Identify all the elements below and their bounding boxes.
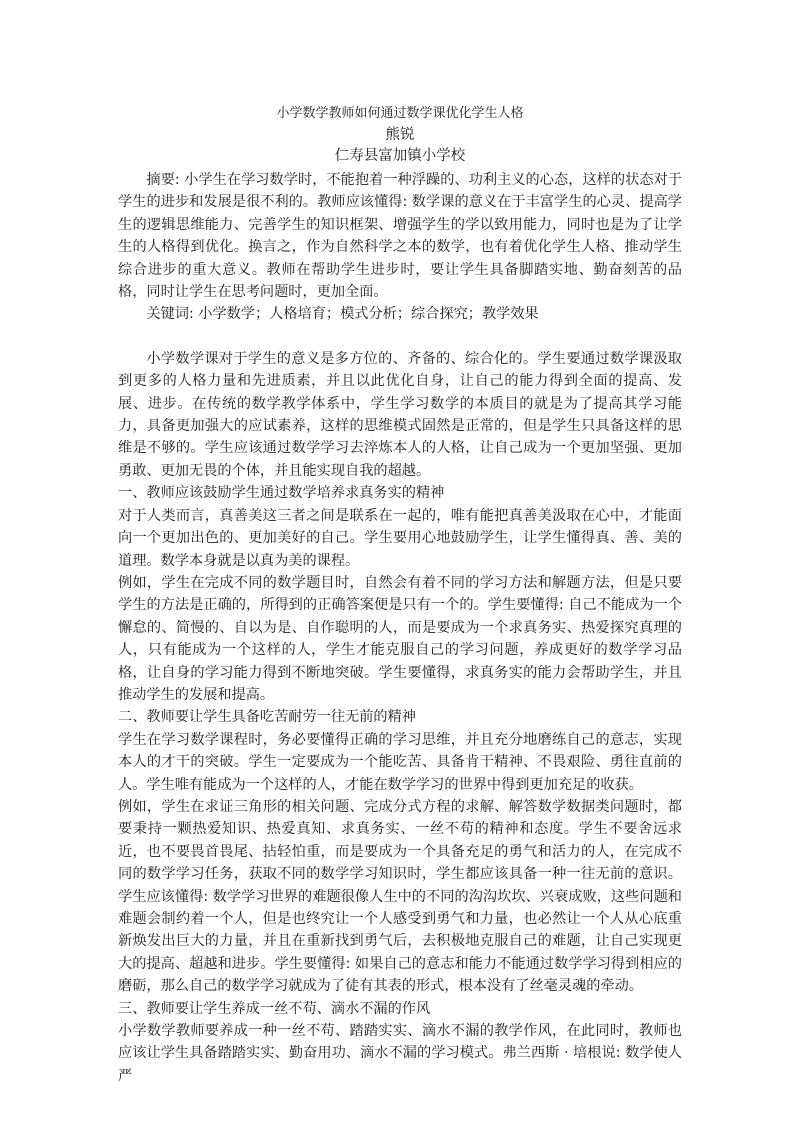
body-paragraph: 小学数学教师要养成一种一丝不苟、踏踏实实、滴水不漏的教学作风，在此同时，教师也应该让学生具备踏踏实实、勤奋用功、滴水不漏的学习模式。弗兰西斯 · 培根说: 数学使人严 [118, 1023, 682, 1084]
body-paragraph: 例如，学生在求证三角形的相关问题、完成分式方程的求解、解答数学数据类问题时，都要秉持一颗热爱知识、热爱真知、求真务实、一丝不苟的精神和态度。学生不要舍远求近，也不要畏首畏尾、拈轻怕重，而是要成为一个具备充足的勇气和活力的人，在完成不同的数学学习任务，获取不同的数学学习知识时，学生都应该具备一种一往无前的意识。学生应该懂得: 数学学习世界的难题很像人生中的不同的沟沟坎坎、兴衰成败，这些问题和难题会制约着一个人，但是也终究让一个人感受到勇气和力量，也必然让一个人从心底重新焕发出巨大的力量，并且在重新找到勇气后，去积极地克服自己的难题，让自己实现更大的提高、超越和进步。学生要懂得: 如果自己的意志和能力不能通过数学学习得到相应的磨砺，那么自己的数学学习就成为了徒有其表的形式，根本没有了丝毫灵魂的牵动。 [118, 798, 682, 995]
body-paragraph: 对于人类而言，真善美这三者之间是联系在一起的，唯有能把真善美汲取在心中，才能面向一个更加出色的、更加美好的自己。学生要用心地鼓励学生，让学生懂得真、善、美的道理。数学本身就是以真为美的课程。 [118, 507, 682, 569]
section-heading-2: 二、教师要让学生具备吃苦耐劳一往无前的精神 [118, 709, 416, 726]
document-title: 小学数学教师如何通过数学课优化学生人格 [276, 106, 524, 121]
section-heading-1: 一、教师应该鼓励学生通过数学培养求真务实的精神 [118, 485, 445, 502]
section-heading-3: 三、教师要让学生养成一丝不苟、滴水不漏的作风 [118, 1000, 431, 1017]
document-header [118, 103, 682, 167]
intro-paragraph: 小学数学课对于学生的意义是多方位的、齐备的、综合化的。学生要通过数学课汲取到更多的人格力量和先进质素，并且以此优化自身，让自己的能力得到全面的提高、发展、进步。在传统的数学教学体系中，学生学习数学的本质目的就是为了提高其学习能力，具备更加强大的应试素养，这样的思维模式固然是正常的，但是学生只具备这样的思维是不够的。学生应该通过数学学习去淬炼本人的人格，让自己成为一个更加坚强、更加勇敢、更加无畏的个体，并且能实现自我的超越。 [118, 350, 682, 479]
body-paragraph: 学生在学习数学课程时，务必要懂得正确的学习思维，并且充分地磨练自己的意志，实现本人的才干的突破。学生一定要成为一个能吃苦、具备肯干精神、不畏艰险、勇往直前的人。学生唯有能成为一个这样的人，才能在数学学习的世界中得到更加充足的收获。 [118, 731, 682, 793]
abstract-paragraph: 摘要: 小学生在学习数学时，不能抱着一种浮躁的、功利主义的心态，这样的状态对于学生的进步和发展是很不利的。教师应该懂得: 数学课的意义在于丰富学生的心灵、提高学生的逻辑思维能力、完善学生的知识框架、增强学生的学以致用能力，同时也是为了让学生的人格得到优化。换言之，作为自然科学之本的数学，也有着优化学生人格、推动学生综合进步的重大意义。教师在帮助学生进步时，要让学生具备脚踏实地、勤奋刻苦的品格，同时让学生在思考问题时，更加全面。 [118, 172, 682, 301]
document-author: 熊锐 [385, 127, 415, 143]
document-school: 仁寿县富加镇小学校 [334, 148, 466, 164]
body-paragraph: 例如，学生在完成不同的数学题目时，自然会有着不同的学习方法和解题方法，但是只要学生的方法是正确的，所得到的正确答案便是只有一个的。学生要懂得: 自己不能成为一个懈怠的、简慢的、自以为是、自作聪明的人，而是要成为一个求真务实、热爱探究真理的人，只有能成为一个这样的人，学生才能克服自己的学习问题，养成更好的数学学习品格，让自身的学习能力得到不断地突破。学生要懂得，求真务实的能力会帮助学生，并且推动学生的发展和提高。 [118, 574, 682, 703]
blank-line [118, 326, 682, 348]
keywords-line: 关键词: 小学数学；人格培育；模式分析；综合探究；教学效果 [146, 306, 539, 323]
